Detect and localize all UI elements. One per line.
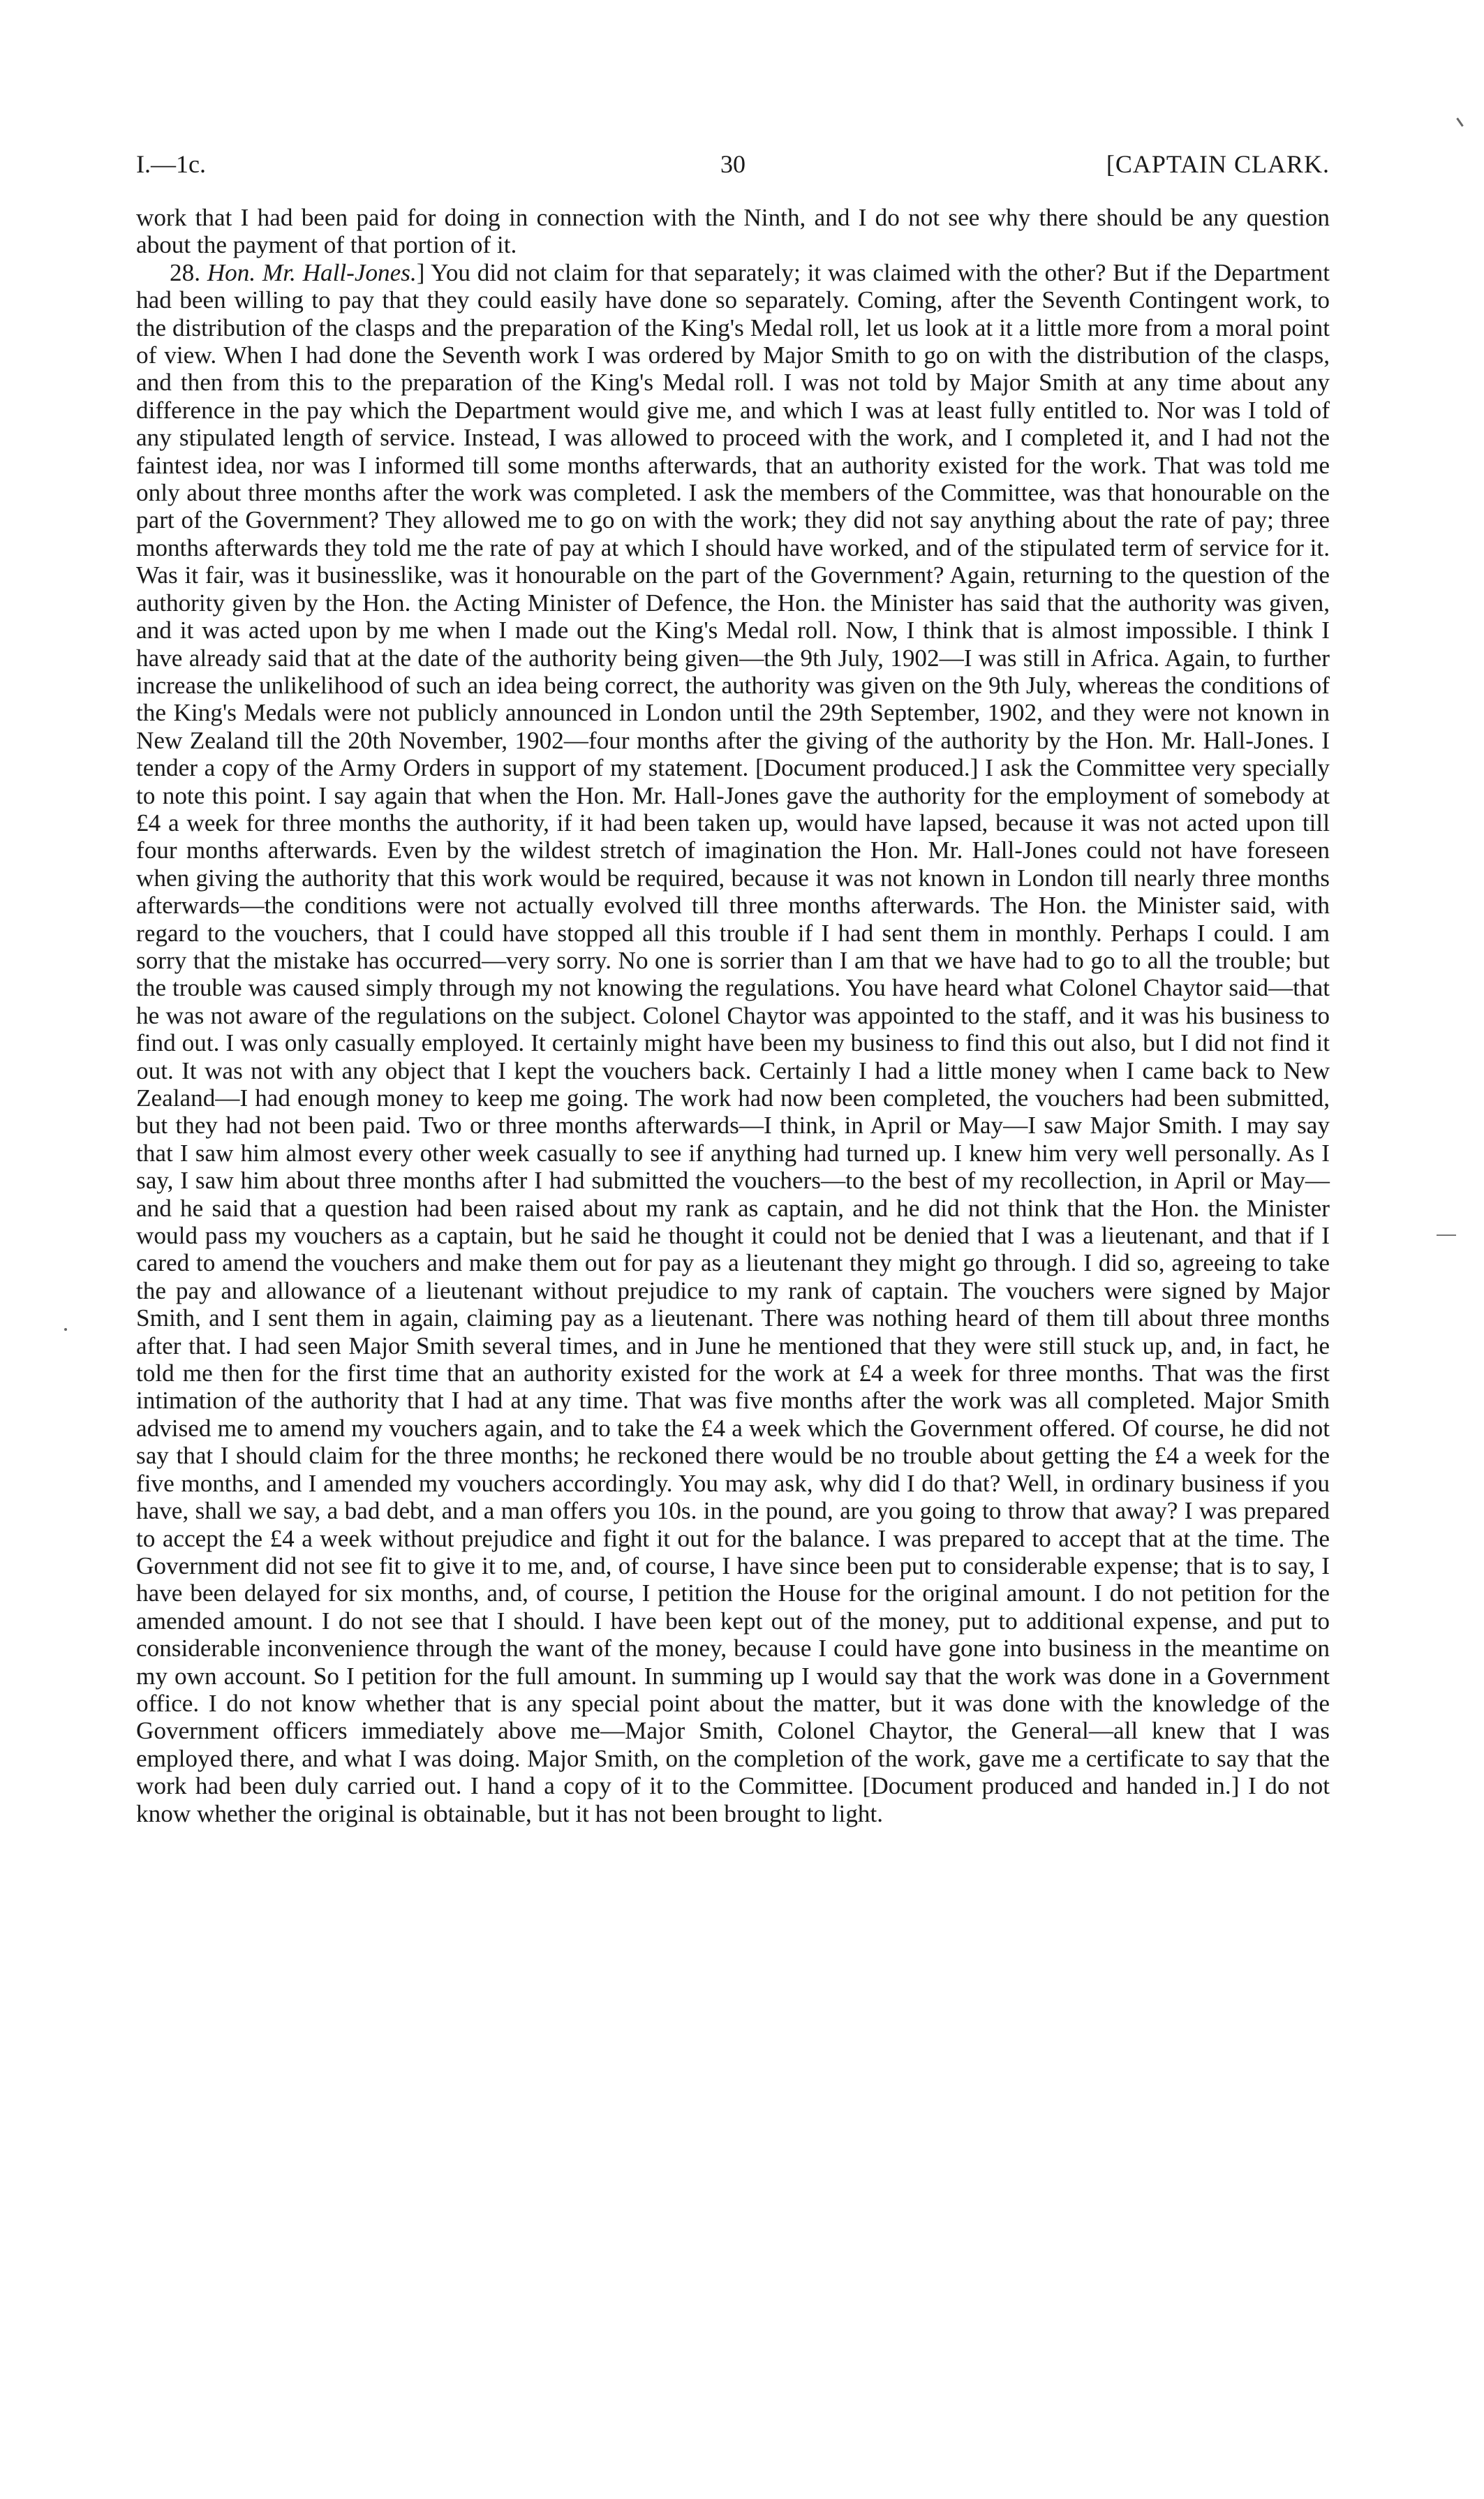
document-body <box>136 204 1330 1827</box>
paragraph-28-text: ] You did not claim for that separately; it was claimed with the other? But if the Department had been willing to pay that they could easily have done so separately. Coming, after the Seventh Contingent work, to the distribution of the clasps and the preparation of the King's Medal roll, let us look at it a little more from a moral point of view. When I had done the Seventh work I was ordered by Major Smith to go on with the distribution of the clasps, and then from this to the preparation of the King's Medal roll. I was not told by Major Smith at any time about any difference in the pay which the Department would give me, and which I was at least fully entitled to. Nor was I told of any stipulated length of service. Instead, I was allowed to proceed with the work, and I completed it, and I had not the faintest idea, nor was I informed till some months afterwards, that an authority existed for the work. That was told me only about three months after the work was completed. I ask the members of the Committee, was that honourable on the part of the Government? They allowed me to go on with the work; they did not say anything about the rate of pay; three months afterwards they told me the rate of pay at which I should have worked, and of the stipulated term of service for it. Was it fair, was it businesslike, was it honourable on the part of the Government? Again, returning to the question of the authority given by the Hon. the Acting Minister of Defence, the Hon. the Minister has said that the authority was given, and it was acted upon by me when I made out the King's Medal roll. Now, I think that is almost impossible. I think I have already said that at the date of the authority being given—the 9th July, 1902—I was still in Africa. Again, to further increase the unlikelihood of such an idea being correct, the authority was given on the 9th July, whereas the conditions of the King's Medals were not publicly announced in London until the 29th September, 1902, and they were not known in New Zealand till the 20th November, 1902—four months after the giving of the authority by the Hon. Mr. Hall-Jones. I tender a copy of the Army Orders in support of my statement. [Document produced.] I ask the Committee very specially to note this point. I say again that when the Hon. Mr. Hall-Jones gave the authority for the employment of somebody at £4 a week for three months the authority, if it had been taken up, would have lapsed, because it was not acted upon till four months afterwards. Even by the wildest stretch of imagination the Hon. Mr. Hall-Jones could not have foreseen when giving the authority that this work would be required, because it was not known in London till nearly three months afterwards—the conditions were not actually evolved till three months afterwards. The Hon. the Minister said, with regard to the vouchers, that I could have stopped all this trouble if I had sent them in monthly. Perhaps I could. I am sorry that the mistake has occurred—very sorry. No one is sorrier than I am that we have had to go to all the trouble; but the trouble was caused simply through my not knowing the regulations. You have heard what Colonel Chaytor said—that he was not aware of the regulations on the subject. Colonel Chaytor was appointed to the staff, and it was his business to find out. I was only casually employed. It certainly might have been my business to find this out also, but I did not find it out. It was not with any object that I kept the vouchers back. Certainly I had a little money when I came back to New Zealand—I had enough money to keep me going. The work had now been completed, the vouchers had been submitted, but they had not been paid. Two or three months afterwards—I think, in April or May—I saw Major Smith. I may say that I saw him almost every other week casually to see if anything had turned up. I knew him very well personally. As I say, I saw him about three months after I had submitted the vouchers—to the best of my recollection, in April or May—and he said that a question had been raised about my rank as captain, and he did not think that the Hon. the Minister would pass my vouchers as a captain, but he said he thought it could not be denied that I was a lieutenant, and that if I cared to amend the vouchers and make them out for pay as a lieutenant they might go through. I did so, agreeing to take the pay and allowance of a lieutenant without prejudice to my rank of captain. The vouchers were signed by Major Smith, and I sent them in again, claiming pay as a lieutenant. There was nothing heard of them till about three months after that. I had seen Major Smith several times, and in June he mentioned that they were still stuck up, and, in fact, he told me then for the first time that an authority existed for the work at £4 a week for three months. That was the first intimation of the authority that I had at any time. That was five months after the work was all completed. Major Smith advised me to amend my vouchers again, and to take the £4 a week which the Government offered. Of course, he did not say that I should claim for the three months; he reckoned there would be no trouble about getting the £4 a week for the five months, and I amended my vouchers accordingly. You may ask, why did I do that? Well, in ordinary business if you have, shall we say, a bad debt, and a man offers you 10s. in the pound, are you going to throw that away? I was prepared to accept the £4 a week without prejudice and fight it out for the balance. I was prepared to accept that at the time. The Government did not see fit to give it to me, and, of course, I have since been put to considerable expense; that is to say, I have been delayed for six months, and, of course, I petition the House for the original amount. I do not petition for the amended amount. I do not see that I should. I have been kept out of the money, put to additional expense, and put to considerable inconvenience through the want of the money, because I could have gone into business in the meantime on my own account. So I petition for the full amount. In summing up I would say that the work was done in a Government office. I do not know whether that is any special point about the matter, but it was done with the knowledge of the Government officers immediately above me—Major Smith, Colonel Chaytor, the General—all knew that I was employed there, and what I was doing. Major Smith, on the completion of the work, gave me a certificate to say that the work had been duly carried out. I hand a copy of it to the Committee. [Document produced and handed in.] I do not know whether the original is obtainable, but it has not been brought to light. <box>136 258 1330 1827</box>
page-header <box>136 143 1330 185</box>
margin-dot-mark <box>64 1328 67 1331</box>
running-head-witness: [CAPTAIN CLARK. <box>1106 150 1330 178</box>
margin-dash-mark <box>1437 1234 1456 1236</box>
paragraph-28 <box>136 259 1330 1827</box>
paragraph-continued: work that I had been paid for doing in connection with the Ninth, and I do not see why there should be any question about the payment of that portion of it. <box>136 204 1330 259</box>
corner-tick-mark <box>1456 117 1463 126</box>
question-number: 28. <box>170 258 200 286</box>
parliamentary-paper-reference: I.—1c. <box>136 150 206 178</box>
page-number: 30 <box>720 150 745 178</box>
speaker-name: Hon. Mr. Hall-Jones. <box>207 258 417 286</box>
